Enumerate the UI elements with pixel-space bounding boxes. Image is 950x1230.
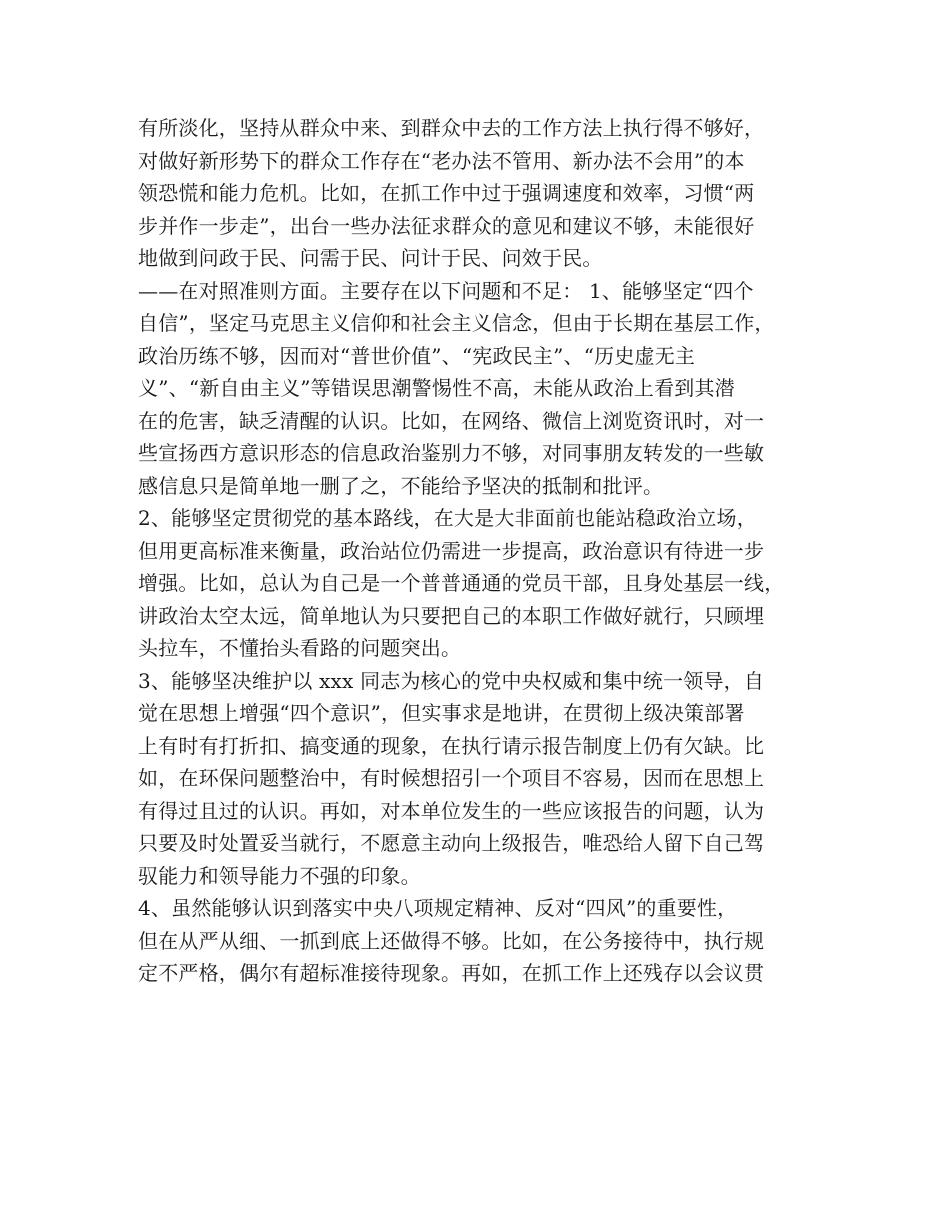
text-line: 头拉车，不懂抬头看路的问题突出。 — [138, 636, 462, 660]
document-body — [138, 112, 828, 990]
text-line: 对做好新形势下的群众工作存在“老办法不管用、新办法不会用”的本 — [138, 148, 745, 173]
text-line: 3、能够坚决维护以 xxx 同志为核心的党中央权威和集中统一领导，自 — [138, 668, 765, 693]
text-line: 驭能力和领导能力不强的印象。 — [138, 863, 421, 888]
text-line: 只要及时处置妥当就行，不愿意主动向上级报告，唯恐给人留下自己驾 — [138, 831, 765, 855]
text-line: 地做到问政于民、问需于民、问计于民、问效于民。 — [138, 246, 603, 270]
text-line: 领恐慌和能力危机。比如，在抓工作中过于强调速度和效率，习惯“两 — [138, 181, 755, 205]
text-line: 在的危害，缺乏清醒的认识。比如，在网络、微信上浏览资讯时，对一 — [138, 408, 765, 433]
text-line: 自信”，坚定马克思主义信仰和社会主义信念，但由于长期在基层工作， — [138, 311, 775, 335]
text-line: ——在对照准则方面。主要存在以下问题和不足： 1、能够坚定“四个 — [138, 278, 754, 303]
text-line: 增强。比如，总认为自己是一个普普通通的党员干部，且身处基层一线， — [138, 571, 785, 595]
text-line: 如，在环保问题整治中，有时候想招引一个项目不容易，因而在思想上 — [138, 766, 765, 790]
text-line: 上有时有打折扣、搞变通的现象，在执行请示报告制度上仍有欠缺。比 — [138, 733, 765, 758]
text-line: 政治历练不够，因而对“普世价值”、“宪政民主”、“历史虚无主 — [138, 343, 696, 368]
text-line: 4、虽然能够认识到落实中央八项规定精神、反对“四风”的重要性， — [138, 896, 738, 920]
text-line: 讲政治太空太远，简单地认为只要把自己的本职工作做好就行，只顾埋 — [138, 603, 765, 628]
text-line: 有得过且过的认识。再如，对本单位发生的一些应该报告的问题，认为 — [138, 798, 765, 823]
text-line: 义”、“新自由主义”等错误思潮警惕性不高，未能从政治上看到其潜 — [138, 376, 735, 400]
text-line: 2、能够坚定贯彻党的基本路线，在大是大非面前也能站稳政治立场， — [138, 506, 757, 530]
text-line: 些宣扬西方意识形态的信息政治鉴别力不够，对同事朋友转发的一些敏 — [138, 441, 765, 465]
text-line: 定不严格，偶尔有超标准接待现象。再如，在抓工作上还残存以会议贯 — [138, 961, 765, 985]
text-line: 但用更高标准来衡量，政治站位仍需进一步提高，政治意识有待进一步 — [138, 538, 765, 563]
text-line: 感信息只是简单地一删了之，不能给予坚决的抵制和批评。 — [138, 473, 664, 498]
text-line: 觉在思想上增强“四个意识”，但实事求是地讲，在贯彻上级决策部署 — [138, 701, 745, 725]
text-line: 有所淡化，坚持从群众中来、到群众中去的工作方法上执行得不够好， — [138, 116, 765, 140]
text-line: 但在从严从细、一抓到底上还做得不够。比如，在公务接待中，执行规 — [138, 928, 765, 953]
text-line: 步并作一步走”，出台一些办法征求群众的意见和建议不够，未能很好 — [138, 213, 755, 238]
